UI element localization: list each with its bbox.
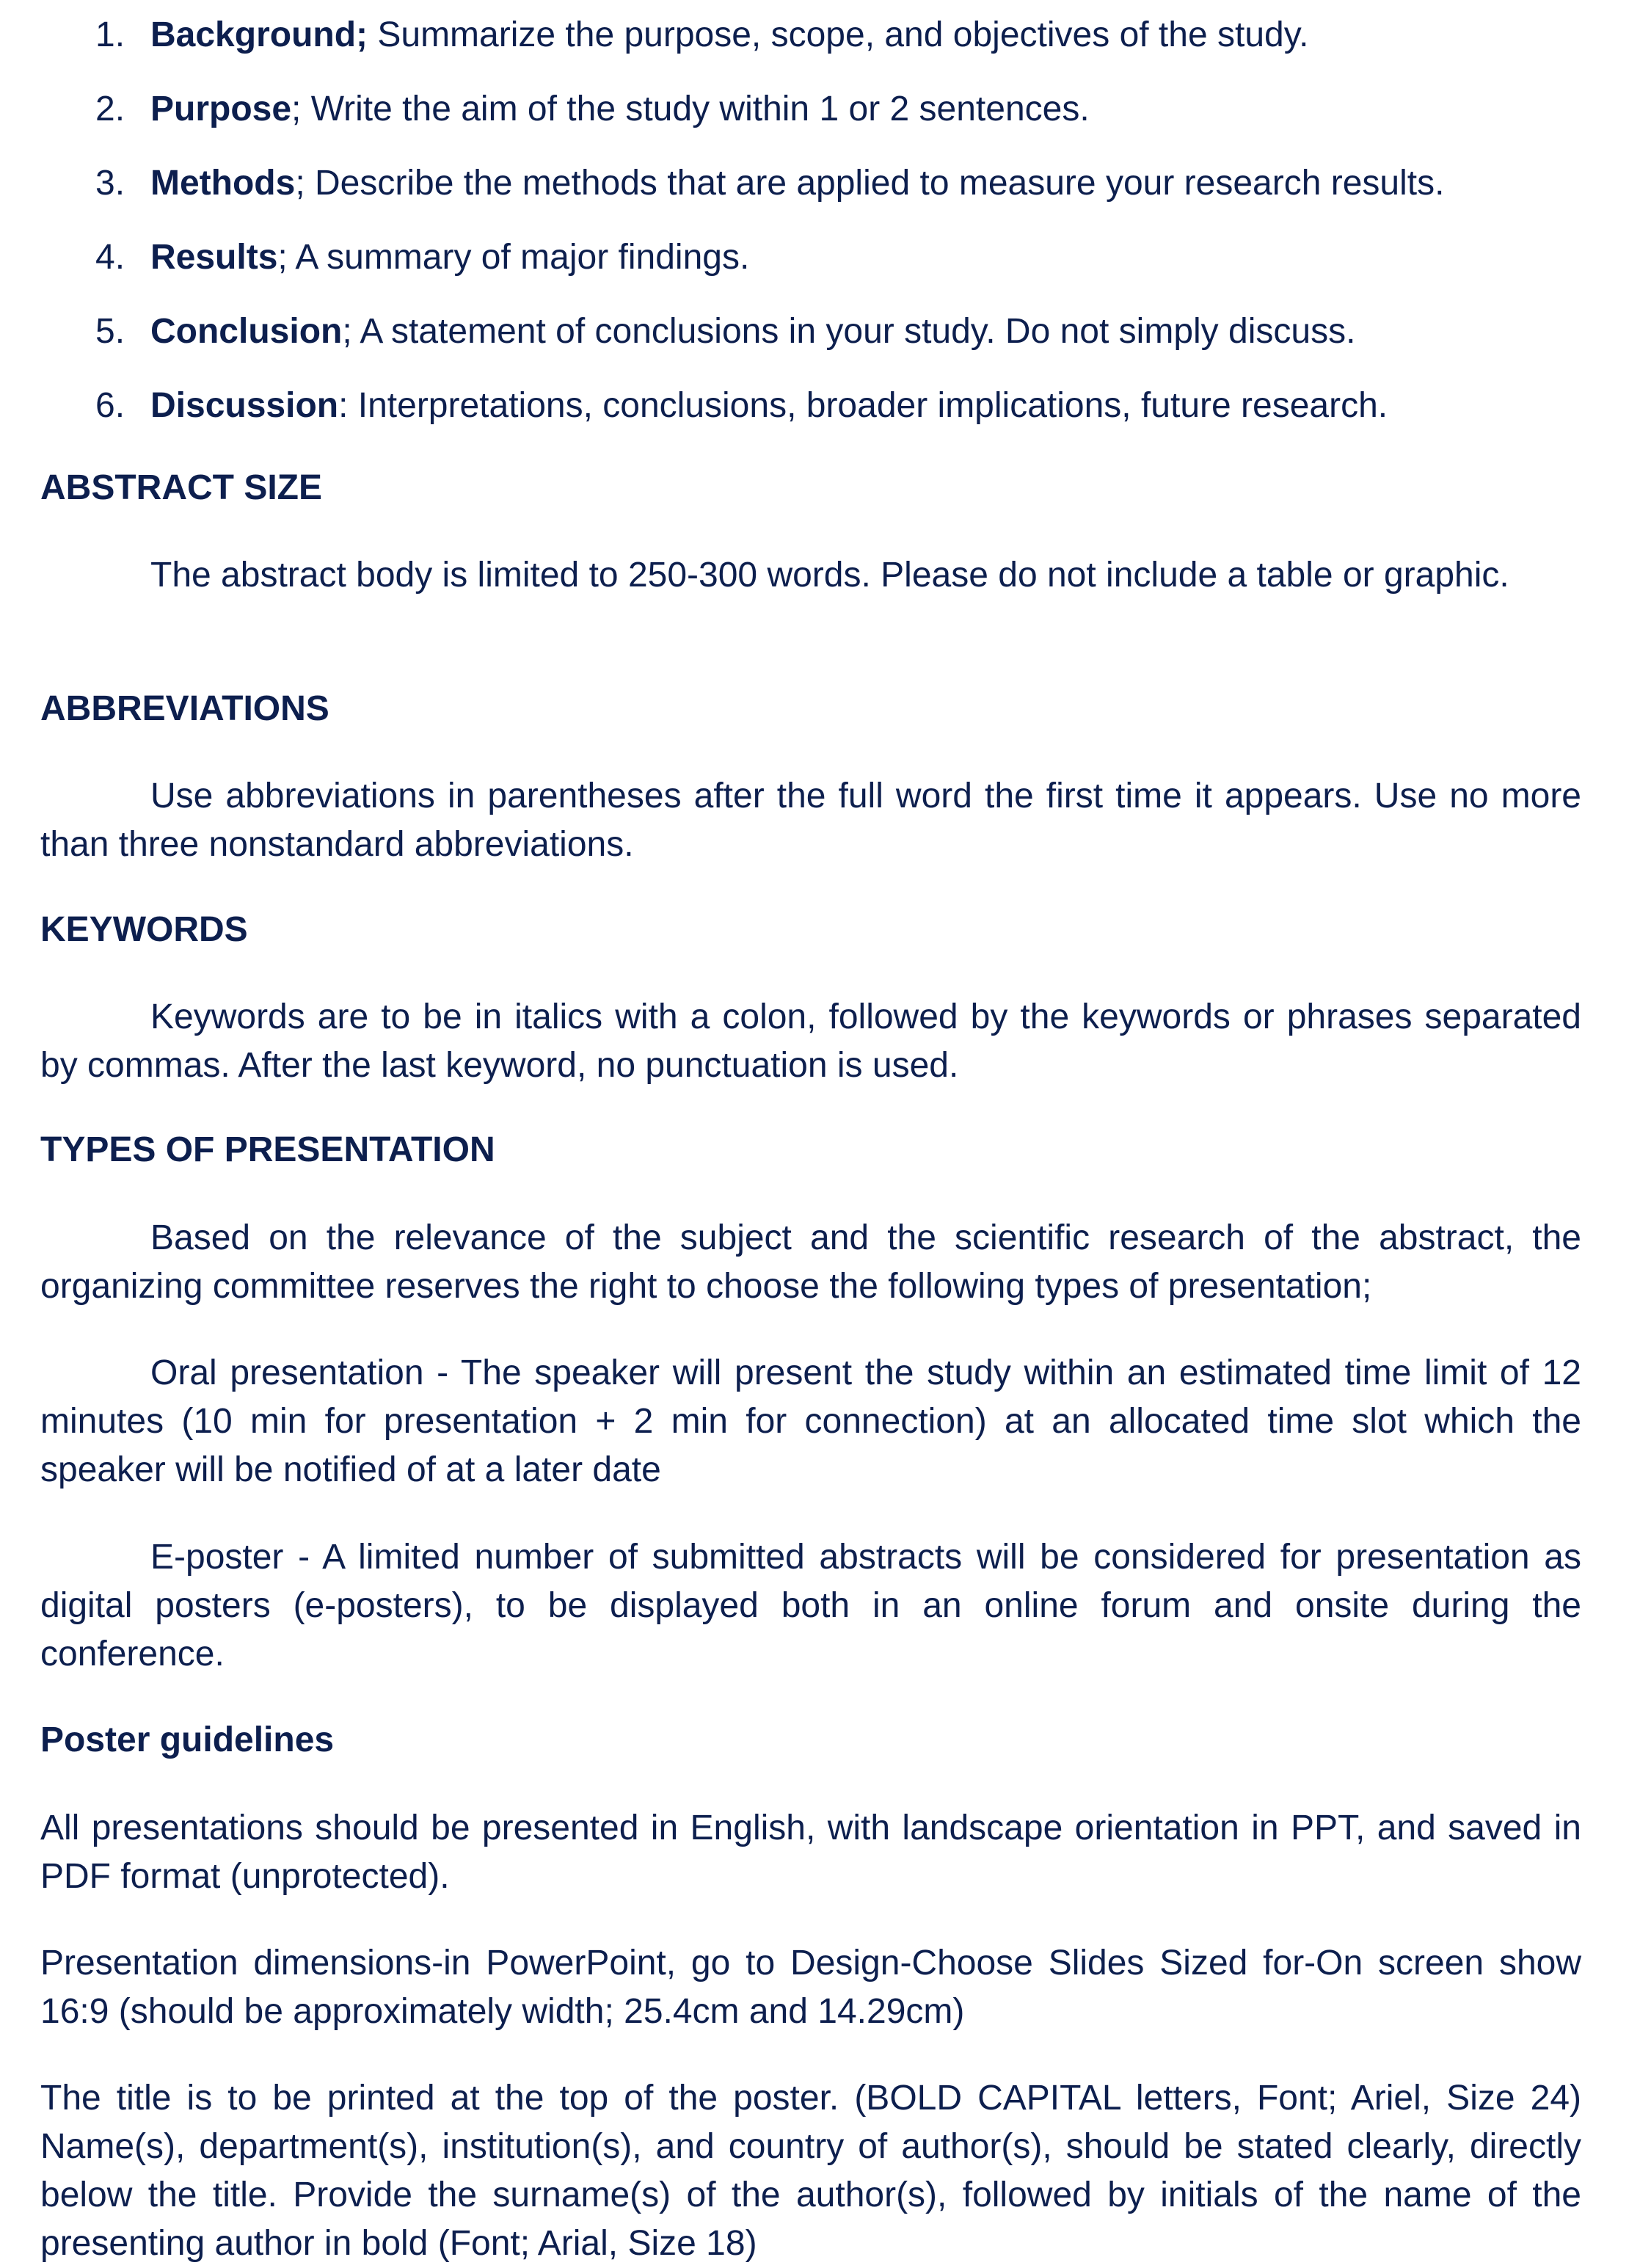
keywords-body: Keywords are to be in italics with a colon, followed by the keywords or phrases separated by commas. After the last keyword, no punctuation is used. — [40, 997, 1581, 1085]
list-term: Background; — [150, 15, 368, 54]
list-text: ; A statement of conclusions in your study. Do not simply discuss. — [342, 312, 1356, 351]
list-number: 1. — [95, 15, 125, 54]
poster-guidelines-title-format: The title is to be printed at the top of the poster. (BOLD CAPITAL letters, Font; Ariel, Size 24) Name(s), department(s), institution(s), and country of author(s), should be stated clearly, directly below the title. Provide the surname(s) of the author(s), followed by initials of the name of the presenting author in bold (Font; Arial, Size 18) — [40, 2079, 1581, 2263]
list-item — [40, 87, 1581, 161]
poster-guidelines-dimensions: Presentation dimensions-in PowerPoint, go to Design-Choose Slides Sized for-On screen show 16:9 (should be approximately width; 25.4cm and 14.29cm) — [40, 1944, 1581, 2031]
list-text: : Interpretations, conclusions, broader implications, future research. — [338, 386, 1388, 425]
list-item — [40, 236, 1581, 310]
list-item — [40, 13, 1581, 87]
list-number: 4. — [95, 238, 125, 277]
list-term: Methods — [150, 164, 296, 203]
presentation-types-heading: TYPES OF PRESENTATION — [40, 1130, 495, 1169]
list-text: ; Describe the methods that are applied to measure your research results. — [295, 164, 1445, 203]
e-poster-text: E-poster - A limited number of submitted abstracts will be considered for presentation as digital posters (e-posters), to be displayed both in an online forum and onsite during the conference. — [40, 1538, 1581, 1673]
poster-guidelines-heading: Poster guidelines — [40, 1720, 335, 1759]
presentation-types-intro: Based on the relevance of the subject and the scientific research of the abstract, the organizing committee reserves the right to choose the following types of presentation; — [40, 1218, 1581, 1306]
list-number: 5. — [95, 312, 125, 351]
list-text: ; A summary of major findings. — [277, 238, 750, 277]
list-number: 3. — [95, 164, 125, 203]
list-item — [40, 384, 1581, 458]
list-term: Results — [150, 238, 278, 277]
list-number: 6. — [95, 386, 125, 425]
keywords-heading: KEYWORDS — [40, 910, 248, 949]
abstract-size-body: The abstract body is limited to 250-300 words. Please do not include a table or graphic. — [150, 556, 1509, 595]
abbreviations-body: Use abbreviations in parentheses after the full word the first time it appears. Use no more than three nonstandard abbreviations. — [40, 777, 1581, 864]
list-item — [40, 310, 1581, 384]
list-term: Purpose — [150, 90, 292, 128]
poster-guidelines-language: All presentations should be presented in English, with landscape orientation in PPT, and saved in PDF format (unprotected). — [40, 1809, 1581, 1896]
list-term: Discussion — [150, 386, 339, 425]
list-term: Conclusion — [150, 312, 343, 351]
list-text: ; Write the aim of the study within 1 or 2 sentences. — [291, 90, 1090, 128]
abstract-structure-list — [40, 13, 1581, 458]
list-text: Summarize the purpose, scope, and objectives of the study. — [368, 15, 1309, 54]
list-number: 2. — [95, 90, 125, 128]
list-item — [40, 161, 1581, 236]
oral-presentation-text: Oral presentation - The speaker will present the study within an estimated time limit of 12 minutes (10 min for presentation + 2 min for connection) at an allocated time slot which the speaker will be notified of at a later date — [40, 1353, 1581, 1489]
abstract-size-heading: ABSTRACT SIZE — [40, 468, 322, 507]
abbreviations-heading: ABBREVIATIONS — [40, 689, 329, 728]
